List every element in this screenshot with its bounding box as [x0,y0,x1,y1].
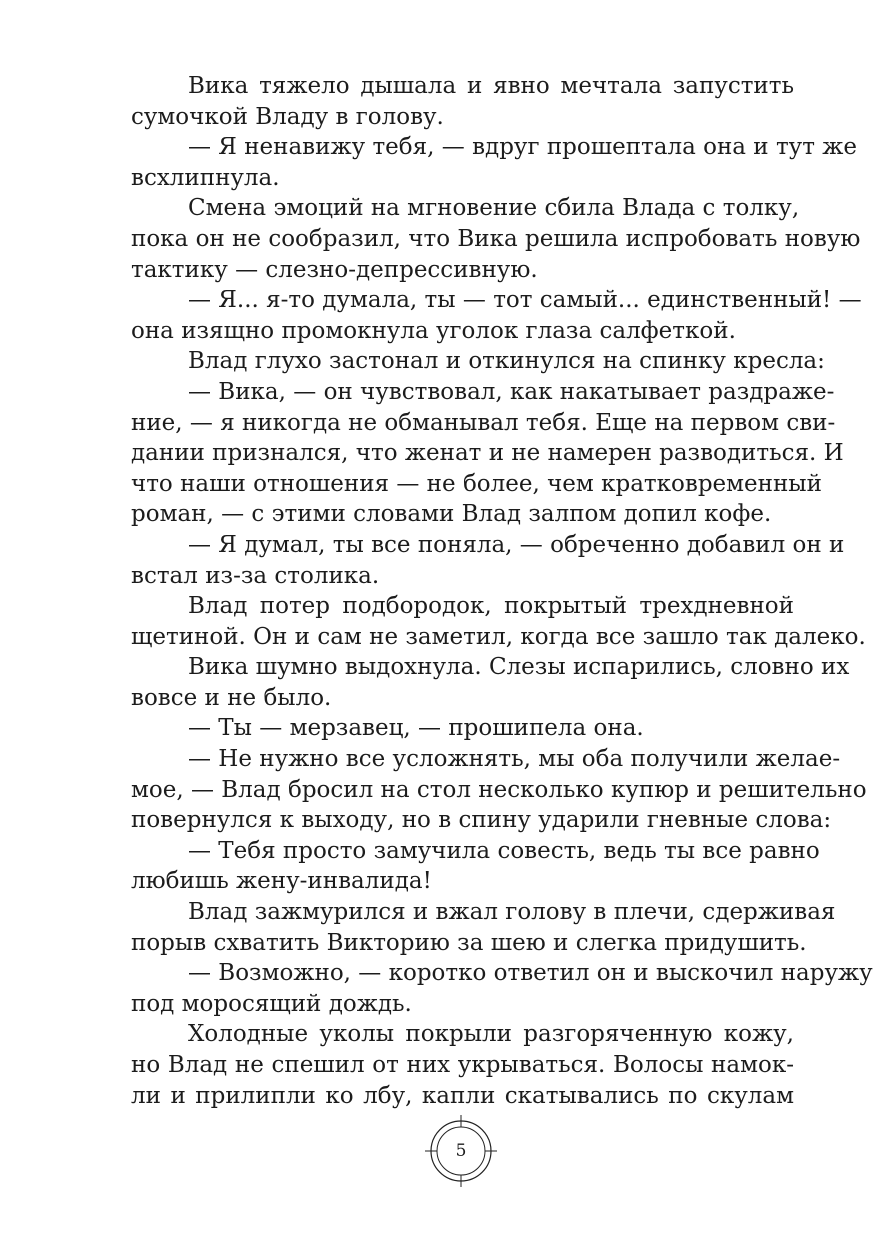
text-line: ли и прилипли ко лбу, капли скатывались по скулам [131,1082,794,1109]
text-line: Влад зажмурился и вжал голову в плечи, сдерживая [188,899,836,926]
text-line: роман, — с этими словами Влад залпом допил кофе. [131,501,772,528]
body-text [131,71,873,1111]
text-line: тактику — слезно-депрессивную. [131,256,538,283]
text-line: — Я думал, ты все поняла, — обреченно добавил он и [188,531,845,558]
text-line: пока он не сообразил, что Вика решила испробовать новую [131,225,861,252]
page-number: 5 [455,1141,467,1161]
text-line: но Влад не спешил от них укрываться. Волосы намок- [131,1052,794,1078]
text-line: вовсе и не было. [131,684,332,711]
text-line: Холодные уколы покрыли разгоряченную кожу, [188,1021,794,1048]
text-line: — Я... я-то думала, ты — тот самый... единственный! — [188,287,862,314]
text-line: сумочкой Владу в голову. [131,103,444,130]
text-line: ние, — я никогда не обманывал тебя. Еще на первом сви- [131,409,836,436]
text-line: щетиной. Он и сам не заметил, когда все зашло так далеко. [131,623,866,650]
text-line: — Тебя просто замучила совесть, ведь ты все равно [188,837,820,864]
text-line: встал из-за столика. [131,562,380,589]
text-line: дании признался, что женат и не намерен разводиться. И [131,440,844,467]
text-line: Влад потер подбородок, покрытый трехдневной [188,593,794,620]
text-line: — Возможно, — коротко ответил он и выскочил наружу [188,960,873,987]
text-line: мое, — Влад бросил на стол несколько купюр и решительно [131,776,867,803]
text-line: она изящно промокнула уголок глаза салфеткой. [131,317,736,344]
text-line: порыв схватить Викторию за шею и слегка придушить. [131,929,807,956]
text-line: повернулся к выходу, но в спину ударили гневные слова: [131,807,832,834]
text-line: — Ты — мерзавец, — прошипела она. [188,715,644,742]
text-line: Смена эмоций на мгновение сбила Влада с толку, [188,195,800,222]
text-line: Влад глухо застонал и откинулся на спинку кресла: [188,348,825,375]
text-line: Вика тяжело дышала и явно мечтала запустить [188,73,794,99]
text-line: под моросящий дождь. [131,990,412,1017]
text-line: Вика шумно выдохнула. Слезы испарились, словно их [188,654,850,681]
text-line: — Я ненавижу тебя, — вдруг прошептала она и тут же [188,134,858,161]
text-line: любишь жену-инвалида! [131,868,432,895]
text-line: всхлипнула. [131,164,280,191]
page-number-ornament [425,1115,497,1187]
text-line: — Вика, — он чувствовал, как накатывает раздраже- [188,378,835,405]
text-line: что наши отношения — не более, чем кратковременный [131,470,822,497]
text-line: — Не нужно все усложнять, мы оба получили желае- [188,746,841,773]
